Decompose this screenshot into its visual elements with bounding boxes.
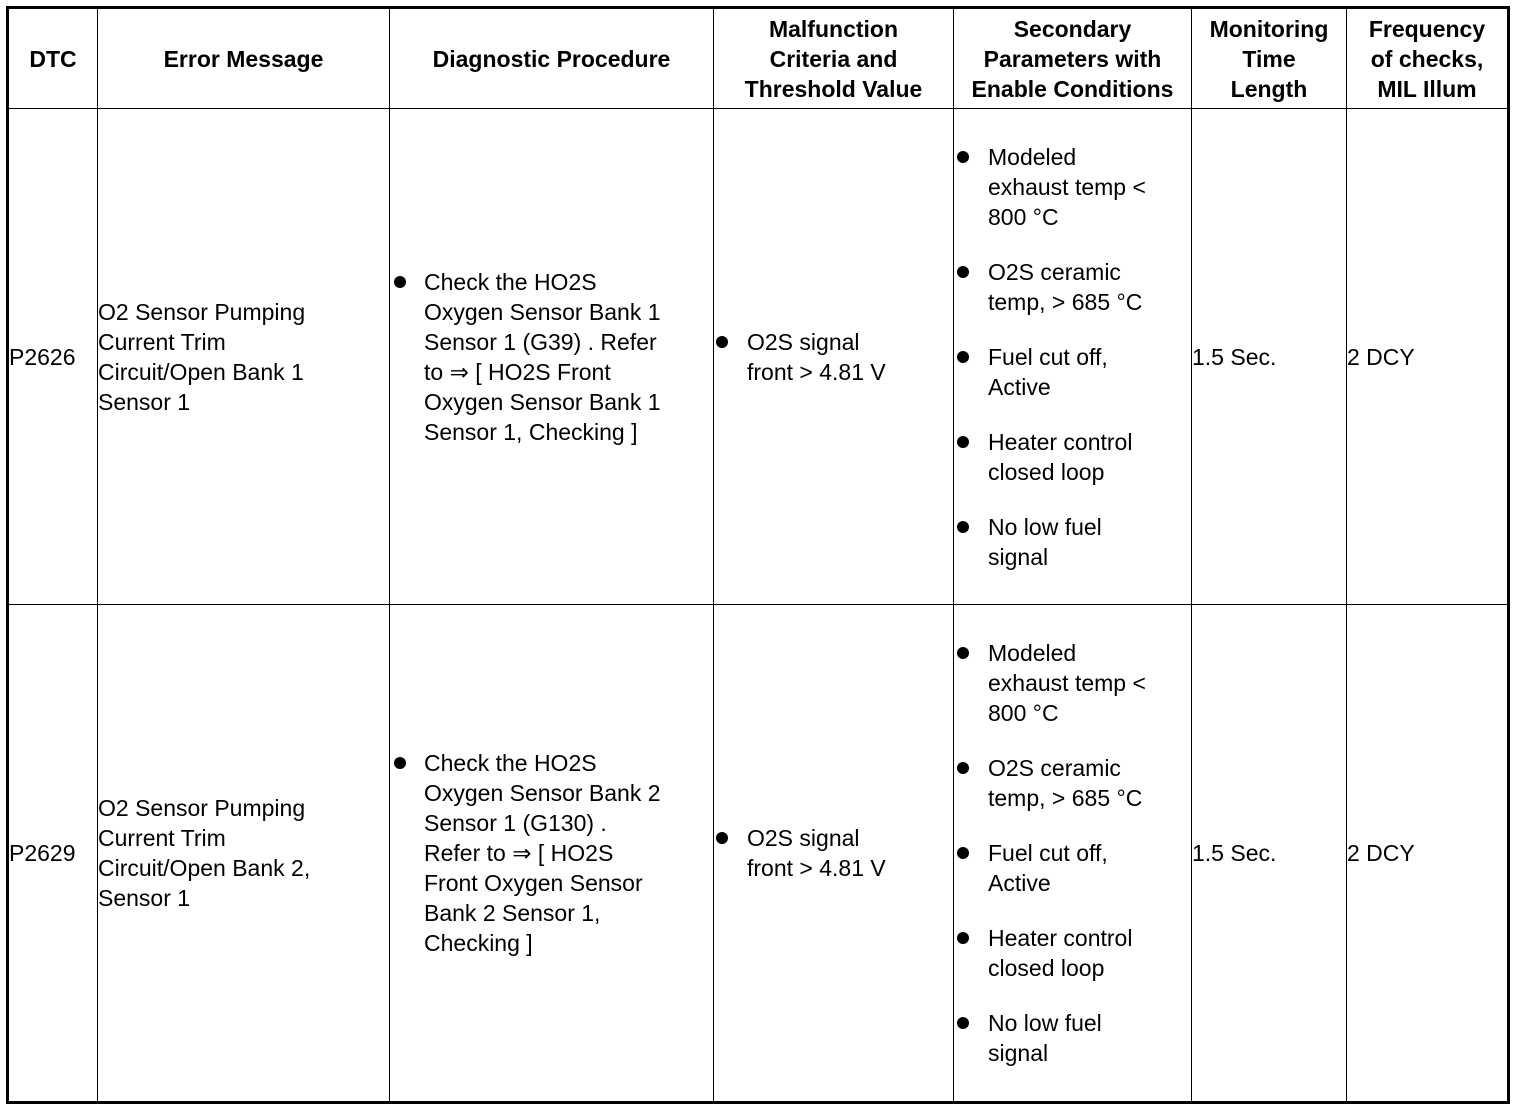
header-malfunction-criteria (714, 8, 954, 109)
secondary-parameters-cell (954, 605, 1192, 1103)
list-item (954, 342, 1191, 402)
procedure-line: Sensor 1 (G130) . (424, 810, 607, 837)
error-message-line: Sensor 1 (98, 388, 191, 415)
criteria-line: O2S signal (747, 328, 860, 355)
header-line: Time (1242, 45, 1296, 72)
frequency-value: 2 DCY (1347, 840, 1415, 867)
bullet-icon (957, 647, 969, 659)
error-message-line: O2 Sensor Pumping (98, 795, 306, 822)
criteria-line: front > 4.81 V (747, 358, 886, 385)
procedure-list (390, 748, 713, 958)
parameter-line: exhaust temp < (988, 670, 1146, 697)
frequency-cell (1347, 605, 1509, 1103)
header-line: Secondary (1013, 15, 1132, 42)
procedure-line: Checking ] (424, 930, 533, 957)
bullet-icon (716, 336, 728, 348)
parameter-line: Active (988, 870, 1051, 897)
header-line: Threshold Value (744, 75, 923, 102)
parameter-line: 800 °C (988, 203, 1059, 230)
procedure-line: Check the HO2S (424, 750, 597, 777)
parameter-line: 800 °C (988, 700, 1059, 727)
parameter-line: temp, > 685 °C (988, 288, 1143, 315)
list-item (714, 823, 953, 883)
list-item (954, 142, 1191, 232)
procedure-line: to ⇒ [ HO2S Front (424, 358, 611, 385)
parameters-list (954, 638, 1191, 1068)
dtc-code-cell (8, 109, 98, 605)
header-line: Criteria and (769, 45, 898, 72)
criteria-line: front > 4.81 V (747, 855, 886, 882)
dtc-code: P2626 (9, 343, 76, 370)
procedure-line: Check the HO2S (424, 268, 597, 295)
bullet-icon (957, 1017, 969, 1029)
list-item (954, 923, 1191, 983)
procedure-list (390, 267, 713, 447)
header-line: Enable Conditions (971, 75, 1174, 102)
bullet-icon (957, 266, 969, 278)
header-line: MIL Illum (1377, 75, 1477, 102)
parameter-line: closed loop (988, 458, 1105, 485)
parameter-line: Active (988, 373, 1051, 400)
header-dtc-label: DTC (29, 45, 77, 72)
error-message-cell (98, 109, 390, 605)
table-row (8, 605, 1509, 1103)
procedure-line: Sensor 1 (G39) . Refer (424, 328, 657, 355)
header-diagnostic-procedure (390, 8, 714, 109)
bullet-icon (957, 351, 969, 363)
list-item (954, 427, 1191, 487)
list-item (714, 327, 953, 387)
frequency-value: 2 DCY (1347, 343, 1415, 370)
dtc-table (6, 6, 1510, 1104)
header-line: Parameters with (983, 45, 1162, 72)
bullet-icon (957, 762, 969, 774)
secondary-parameters-cell (954, 109, 1192, 605)
error-message-cell (98, 605, 390, 1103)
error-message-line: Current Trim (98, 328, 226, 355)
parameter-line: Modeled (988, 143, 1077, 170)
header-line: Length (1230, 75, 1308, 102)
parameter-line: signal (988, 543, 1049, 570)
parameter-line: exhaust temp < (988, 173, 1146, 200)
header-diagnostic-procedure-label: Diagnostic Procedure (432, 45, 671, 72)
parameter-line: O2S ceramic (988, 258, 1121, 285)
header-secondary-parameters (954, 8, 1192, 109)
bullet-icon (957, 521, 969, 533)
frequency-cell (1347, 109, 1509, 605)
monitoring-time-value: 1.5 Sec. (1192, 840, 1277, 867)
list-item (954, 638, 1191, 728)
bullet-icon (716, 832, 728, 844)
header-line: Malfunction (768, 15, 899, 42)
list-item (954, 753, 1191, 813)
bullet-icon (957, 151, 969, 163)
list-item (390, 267, 713, 447)
error-message-line: O2 Sensor Pumping (98, 298, 306, 325)
diagnostic-procedure-cell (390, 605, 714, 1103)
procedure-line: Oxygen Sensor Bank 2 (424, 780, 661, 807)
header-dtc (8, 8, 98, 109)
list-item (954, 512, 1191, 572)
dtc-code: P2629 (9, 840, 76, 867)
bullet-icon (957, 932, 969, 944)
monitoring-time-value: 1.5 Sec. (1192, 343, 1277, 370)
procedure-line: Front Oxygen Sensor (424, 870, 643, 897)
error-message-line: Sensor 1 (98, 885, 191, 912)
list-item (954, 838, 1191, 898)
procedure-line: Refer to ⇒ [ HO2S (424, 840, 614, 867)
parameter-line: No low fuel (988, 1010, 1102, 1037)
error-message-line: Circuit/Open Bank 1 (98, 358, 304, 385)
procedure-line: Sensor 1, Checking ] (424, 418, 638, 445)
table-header-row (8, 8, 1509, 109)
parameter-line: signal (988, 1040, 1049, 1067)
error-message-line: Circuit/Open Bank 2, (98, 855, 311, 882)
parameter-line: No low fuel (988, 513, 1102, 540)
error-message-line: Current Trim (98, 825, 226, 852)
header-monitoring-time (1192, 8, 1347, 109)
parameter-line: closed loop (988, 955, 1105, 982)
criteria-list (714, 327, 953, 387)
parameters-list (954, 142, 1191, 572)
procedure-line: Oxygen Sensor Bank 1 (424, 298, 661, 325)
bullet-icon (957, 847, 969, 859)
malfunction-criteria-cell (714, 605, 954, 1103)
diagnostic-procedure-cell (390, 109, 714, 605)
bullet-icon (394, 276, 406, 288)
list-item (390, 748, 713, 958)
header-line: Monitoring (1209, 15, 1329, 42)
list-item (954, 1008, 1191, 1068)
criteria-list (714, 823, 953, 883)
parameter-line: Modeled (988, 640, 1077, 667)
header-error-message-label: Error Message (163, 45, 324, 72)
header-error-message (98, 8, 390, 109)
list-item (954, 257, 1191, 317)
bullet-icon (957, 436, 969, 448)
criteria-line: O2S signal (747, 825, 860, 852)
header-line: of checks, (1370, 45, 1484, 72)
header-line: Frequency (1368, 15, 1486, 42)
procedure-line: Oxygen Sensor Bank 1 (424, 388, 661, 415)
table-row (8, 109, 1509, 605)
procedure-line: Bank 2 Sensor 1, (424, 900, 601, 927)
malfunction-criteria-cell (714, 109, 954, 605)
dtc-code-cell (8, 605, 98, 1103)
bullet-icon (394, 757, 406, 769)
parameter-line: temp, > 685 °C (988, 785, 1143, 812)
header-frequency (1347, 8, 1509, 109)
parameter-line: Heater control (988, 428, 1133, 455)
monitoring-time-cell (1192, 605, 1347, 1103)
parameter-line: Heater control (988, 925, 1133, 952)
parameter-line: Fuel cut off, (988, 343, 1108, 370)
parameter-line: O2S ceramic (988, 755, 1121, 782)
parameter-line: Fuel cut off, (988, 840, 1108, 867)
monitoring-time-cell (1192, 109, 1347, 605)
